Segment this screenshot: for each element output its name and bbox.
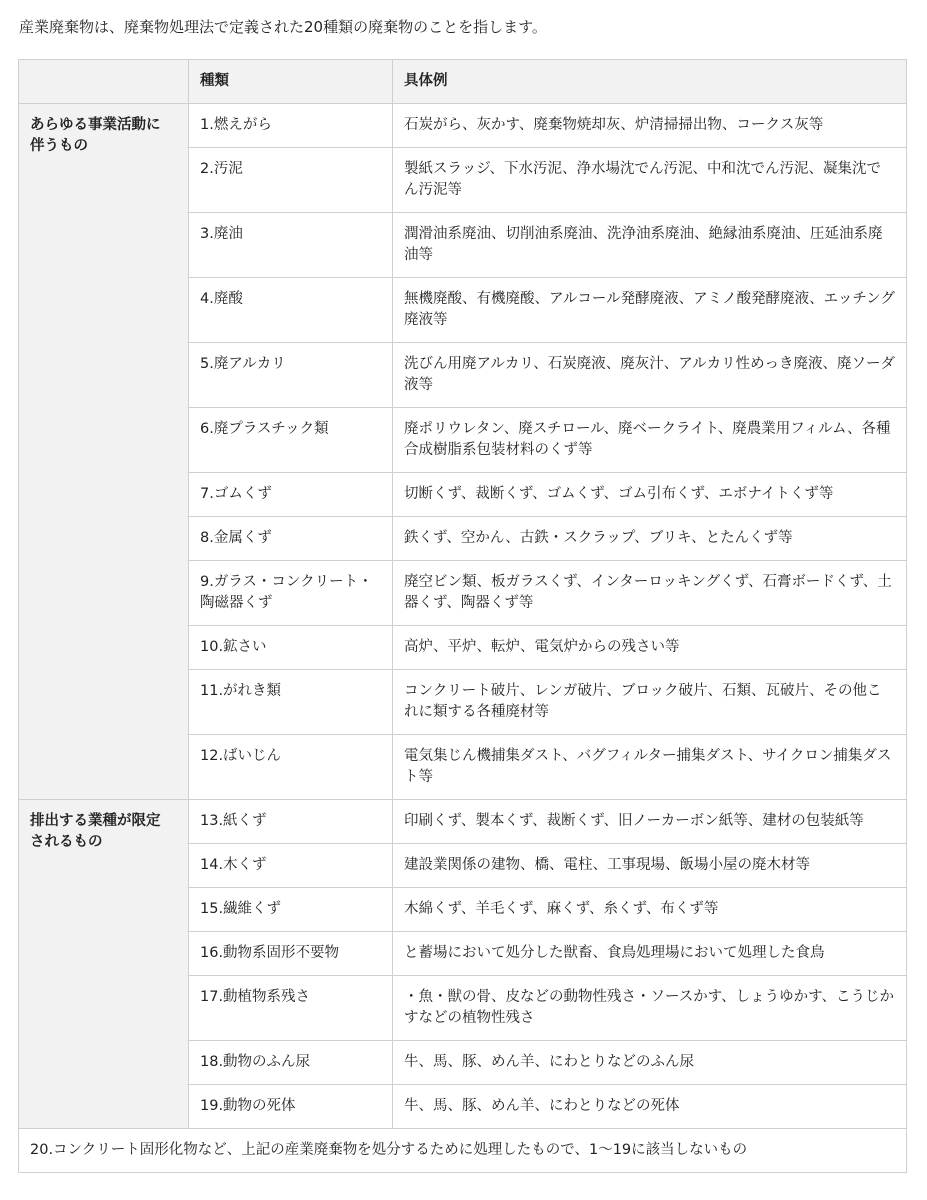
header-example: 具体例 xyxy=(393,60,907,104)
waste-example-cell: 無機廃酸、有機廃酸、アルコール発酵廃液、アミノ酸発酵廃液、エッチング廃液等 xyxy=(393,278,907,343)
waste-example-cell: 建設業関係の建物、橋、電柱、工事現場、飯場小屋の廃木材等 xyxy=(393,844,907,888)
waste-example-cell: 牛、馬、豚、めん羊、にわとりなどの死体 xyxy=(393,1085,907,1129)
waste-example-cell: ・魚・獣の骨、皮などの動物性残さ・ソースかす、しょうゆかす、こうじかすなどの植物性残さ xyxy=(393,976,907,1041)
waste-type-cell: 3.廃油 xyxy=(189,213,393,278)
table-body xyxy=(19,104,907,1129)
waste-type-cell: 12.ばいじん xyxy=(189,735,393,800)
group-label: 排出する業種が限定されるもの xyxy=(19,800,189,1129)
waste-type-cell: 8.金属くず xyxy=(189,517,393,561)
waste-example-cell: 電気集じん機捕集ダスト、バグフィルター捕集ダスト、サイクロン捕集ダスト等 xyxy=(393,735,907,800)
waste-example-cell: 廃空ビン類、板ガラスくず、インターロッキングくず、石膏ボードくず、土器くず、陶器くず等 xyxy=(393,561,907,626)
waste-example-cell: 潤滑油系廃油、切削油系廃油、洗浄油系廃油、絶縁油系廃油、圧延油系廃油等 xyxy=(393,213,907,278)
table-row xyxy=(19,104,907,148)
waste-example-cell: 石炭がら、灰かす、廃棄物焼却灰、炉清掃掃出物、コークス灰等 xyxy=(393,104,907,148)
waste-type-cell: 4.廃酸 xyxy=(189,278,393,343)
waste-type-cell: 14.木くず xyxy=(189,844,393,888)
header-empty-cell xyxy=(19,60,189,104)
waste-type-cell: 18.動物のふん尿 xyxy=(189,1041,393,1085)
waste-type-cell: 13.紙くず xyxy=(189,800,393,844)
waste-example-cell: コンクリート破片、レンガ破片、ブロック破片、石類、瓦破片、その他これに類する各種廃材等 xyxy=(393,670,907,735)
table-header xyxy=(19,60,907,104)
footer-note: 20.コンクリート固形化物など、上記の産業廃棄物を処分するために処理したもので、1〜19に該当しないもの xyxy=(19,1129,907,1173)
header-row xyxy=(19,60,907,104)
waste-type-cell: 2.汚泥 xyxy=(189,148,393,213)
waste-example-cell: 高炉、平炉、転炉、電気炉からの残さい等 xyxy=(393,626,907,670)
waste-example-cell: 製紙スラッジ、下水汚泥、浄水場沈でん汚泥、中和沈でん汚泥、凝集沈でん汚泥等 xyxy=(393,148,907,213)
waste-example-cell: 印刷くず、製本くず、裁断くず、旧ノーカーボン紙等、建材の包装紙等 xyxy=(393,800,907,844)
waste-example-cell: 鉄くず、空かん、古鉄・スクラップ、ブリキ、とたんくず等 xyxy=(393,517,907,561)
waste-type-cell: 6.廃プラスチック類 xyxy=(189,408,393,473)
intro-text: 産業廃棄物は、廃棄物処理法で定義された20種類の廃棄物のことを指します。 xyxy=(19,18,547,36)
table-row xyxy=(19,800,907,844)
waste-type-cell: 7.ゴムくず xyxy=(189,473,393,517)
waste-type-cell: 5.廃アルカリ xyxy=(189,343,393,408)
waste-example-cell: と蓄場において処分した獣畜、食鳥処理場において処理した食鳥 xyxy=(393,932,907,976)
waste-type-cell: 1.燃えがら xyxy=(189,104,393,148)
waste-example-cell: 廃ポリウレタン、廃スチロール、廃ベークライト、廃農業用フィルム、各種合成樹脂系包装材料のくず等 xyxy=(393,408,907,473)
waste-type-cell: 17.動植物系残さ xyxy=(189,976,393,1041)
table-footer xyxy=(19,1129,907,1173)
waste-type-cell: 16.動物系固形不要物 xyxy=(189,932,393,976)
waste-type-cell: 15.繊維くず xyxy=(189,888,393,932)
waste-type-cell: 9.ガラス・コンクリート・陶磁器くず xyxy=(189,561,393,626)
industrial-waste-table xyxy=(18,59,907,1173)
header-type: 種類 xyxy=(189,60,393,104)
waste-example-cell: 切断くず、裁断くず、ゴムくず、ゴム引布くず、エボナイトくず等 xyxy=(393,473,907,517)
waste-example-cell: 木綿くず、羊毛くず、麻くず、糸くず、布くず等 xyxy=(393,888,907,932)
waste-type-cell: 11.がれき類 xyxy=(189,670,393,735)
waste-type-cell: 19.動物の死体 xyxy=(189,1085,393,1129)
footer-row xyxy=(19,1129,907,1173)
waste-example-cell: 牛、馬、豚、めん羊、にわとりなどのふん尿 xyxy=(393,1041,907,1085)
waste-type-cell: 10.鉱さい xyxy=(189,626,393,670)
waste-example-cell: 洗びん用廃アルカリ、石炭廃液、廃灰汁、アルカリ性めっき廃液、廃ソーダ液等 xyxy=(393,343,907,408)
group-label: あらゆる事業活動に伴うもの xyxy=(19,104,189,800)
